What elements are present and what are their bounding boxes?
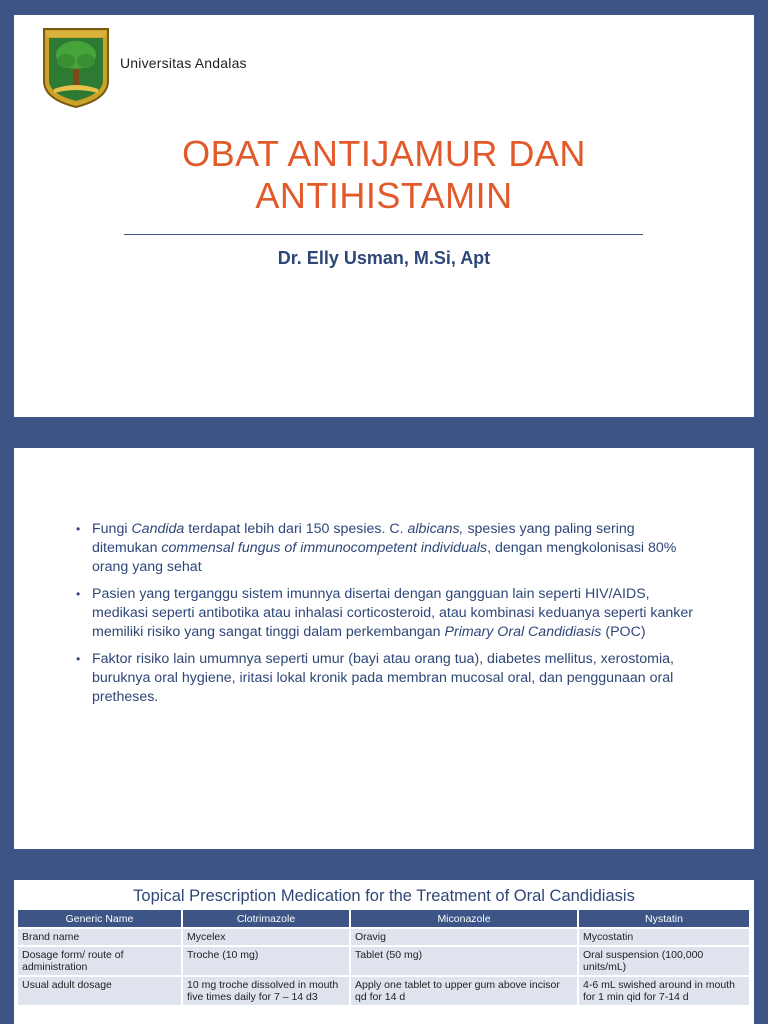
table-row — [18, 946, 750, 976]
bullet-item — [76, 585, 696, 642]
table-cell: Brand name — [18, 928, 182, 946]
bullet-text: spesies yang paling sering ditemukan — [92, 521, 635, 556]
author-name: Dr. Elly Usman, M.Si, Apt — [277, 248, 491, 268]
table-cell: Oravig — [350, 928, 578, 946]
column-header: Clotrimazole — [182, 910, 350, 928]
title-line-2: ANTIHISTAMIN — [255, 175, 513, 216]
table-header-row — [18, 910, 750, 928]
bullet-italic: Primary Oral Candidiasis — [444, 624, 602, 640]
bullet-text: Fungi — [92, 521, 132, 537]
table-cell: Troche (10 mg) — [182, 946, 350, 976]
institution-name: Universitas Andalas — [120, 55, 247, 71]
bullet-text: Pasien yang terganggu sistem imunnya disertai dengan gangguan lain seperti HIV/AIDS, medikasi seperti antibotika atau inhalasi corticosteroid, atau kombinasi keduanya seperti kanker memiliki risiko yang sangat tinggi dalam perkembangan — [92, 586, 693, 640]
title-line-1: OBAT ANTIJAMUR DAN — [182, 133, 586, 174]
bullet-text: (POC) — [601, 624, 646, 640]
bullet-text: , dengan mengkolonisasi 80% orang yang sehat — [92, 540, 677, 575]
bullet-icon: • — [76, 652, 81, 666]
bullet-icon: • — [76, 587, 81, 601]
column-header: Nystatin — [578, 910, 750, 928]
slide-title — [14, 133, 754, 217]
bullet-icon: • — [76, 522, 81, 536]
bullet-italic: albicans, — [407, 521, 464, 537]
table-cell: Mycelex — [182, 928, 350, 946]
column-header: Miconazole — [350, 910, 578, 928]
table-cell: Tablet (50 mg) — [350, 946, 578, 976]
table-cell: Usual adult dosage — [18, 976, 182, 1005]
table-title: Topical Prescription Medication for the Treatment of Oral Candidiasis — [133, 887, 635, 905]
table-cell: Apply one tablet to upper gum above incisor qd for 14 d — [350, 976, 578, 1005]
bullet-italic: commensal fungus of immunocompetent individuals — [161, 540, 488, 556]
table-cell: Dosage form/ route of administration — [18, 946, 182, 976]
content-slide — [14, 448, 754, 849]
title-divider — [124, 234, 643, 235]
table-cell: 10 mg troche dissolved in mouth five times daily for 7 – 14 d3 — [182, 976, 350, 1005]
table-slide — [14, 880, 754, 1024]
bullet-item — [76, 520, 696, 577]
table-cell: 4-6 mL swished around in mouth for 1 min qid for 7-14 d — [578, 976, 750, 1005]
university-logo — [40, 25, 112, 109]
bullet-item — [76, 650, 696, 707]
bullet-list — [76, 520, 696, 715]
table-cell: Mycostatin — [578, 928, 750, 946]
column-header: Generic Name — [18, 910, 182, 928]
medication-table — [18, 910, 751, 1005]
title-slide — [14, 15, 754, 417]
bullet-italic: Candida — [131, 521, 185, 537]
bullet-text: terdapat lebih dari 150 spesies. C. — [184, 521, 408, 537]
table-row — [18, 928, 750, 946]
table-cell: Oral suspension (100,000 units/mL) — [578, 946, 750, 976]
table-row — [18, 976, 750, 1005]
bullet-text: Faktor risiko lain umumnya seperti umur (bayi atau orang tua), diabetes mellitus, xerostomia, buruknya oral hygiene, iritasi lokal kronik pada membran mucosal oral, dan penggunaan oral pretheses. — [92, 651, 674, 705]
